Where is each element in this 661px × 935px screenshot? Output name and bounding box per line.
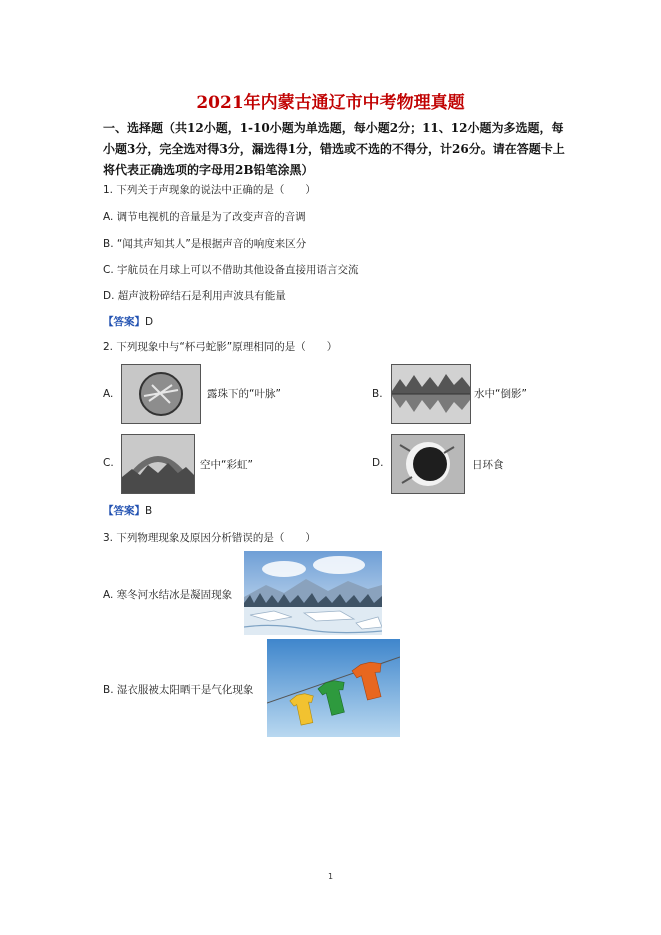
frozen-river-image	[244, 551, 382, 635]
section-header: 一、选择题（共12小题，1-10小题为单选题，每小题2分；11、12小题为多选题，每小题3分，完全选对得3分，漏选得1分，错选或不选的不得分，计26分。请在答题卡上将代表正确选项的字母用2B铅笔涂黑）	[103, 121, 565, 177]
answer-value: D	[145, 316, 154, 328]
question-1-stem: 1. 下列关于声现象的说法中正确的是（ ）	[103, 184, 316, 196]
drying-clothes-image	[267, 639, 400, 737]
page-number: 1	[327, 872, 334, 881]
question-3-stem: 3. 下列物理现象及原因分析错误的是（ ）	[103, 532, 316, 544]
question-2-option-c-text: 空中“彩虹”	[200, 459, 253, 471]
question-1-option-d: D. 超声波粉碎结石是利用声波具有能量	[103, 290, 286, 302]
question-1-option-c: C. 宇航员在月球上可以不借助其他设备直接用语言交流	[103, 264, 359, 276]
question-2-option-a-text: 露珠下的“叶脉”	[207, 388, 281, 400]
question-2-option-c-letter: C.	[103, 457, 114, 469]
question-2-answer	[103, 503, 152, 518]
question-3-option-a: A. 寒冬河水结冰是凝固现象	[103, 589, 233, 601]
question-2-option-a-letter: A.	[103, 388, 114, 400]
page-title: 2021年内蒙古通辽市中考物理真题	[196, 93, 465, 113]
question-2-option-b-letter: B.	[372, 388, 383, 400]
question-1-option-a: A. 调节电视机的音量是为了改变声音的音调	[103, 211, 306, 223]
question-2-option-b-text: 水中“倒影”	[474, 388, 527, 400]
question-3-option-b: B. 湿衣服被太阳晒干是气化现象	[103, 684, 254, 696]
annular-eclipse-image	[391, 434, 465, 494]
question-1-option-b: B. “闻其声知其人”是根据声音的响度来区分	[103, 238, 307, 250]
dew-leaf-image	[121, 364, 201, 424]
question-2-option-d-text: 日环食	[472, 459, 504, 471]
question-2-stem: 2. 下列现象中与“杯弓蛇影”原理相同的是（ ）	[103, 341, 338, 353]
answer-tag: 【答案】	[103, 505, 145, 517]
question-2-option-d-letter: D.	[372, 457, 384, 469]
rainbow-image	[121, 434, 195, 494]
question-1-answer	[103, 314, 153, 329]
water-reflection-image	[391, 364, 471, 424]
answer-value: B	[145, 505, 153, 517]
answer-tag: 【答案】	[103, 316, 145, 328]
